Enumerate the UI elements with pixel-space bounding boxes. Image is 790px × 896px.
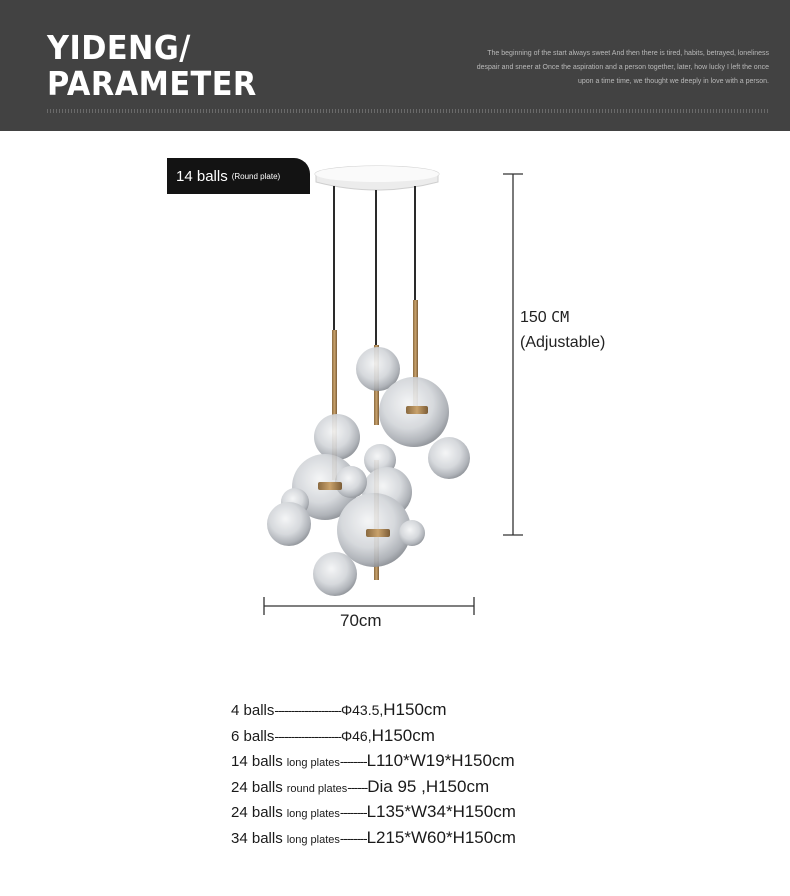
spec-row (231, 802, 631, 828)
glass-globes (267, 347, 470, 596)
spec-value-height: H150cm (371, 725, 435, 745)
height-label (520, 308, 569, 327)
spec-value-height: H150cm (383, 700, 447, 719)
spec-row (231, 828, 631, 854)
glass-globe (314, 414, 360, 460)
glass-globe (313, 552, 357, 596)
spec-plate-type: long plates (286, 833, 340, 846)
spec-name: 34 balls (231, 829, 283, 847)
spec-value: Dia 95 ,H150cm (367, 776, 490, 796)
spec-dashes: -------- (339, 830, 367, 846)
spec-row (231, 700, 631, 726)
spec-dashes: ------ (347, 779, 368, 795)
spec-dashes: -------- (339, 805, 367, 820)
spec-plate-type: round plates (286, 782, 348, 795)
spec-dashes: -------- (339, 754, 367, 769)
spec-value: Φ46, (340, 727, 372, 744)
height-dimension-line (503, 174, 523, 535)
spec-list (231, 700, 631, 853)
glass-globe (428, 437, 470, 479)
banner-title-line2: PARAMETER (47, 64, 257, 103)
spec-row (231, 777, 631, 803)
spec-name: 24 balls (231, 804, 283, 821)
variant-tag (167, 158, 310, 194)
spec-value: L215*W60*H150cm (366, 827, 516, 847)
spec-name: 24 balls (231, 778, 283, 796)
glass-globe (399, 520, 425, 546)
spec-value: L135*W34*H150cm (366, 802, 516, 821)
height-note: (Adjustable) (520, 334, 606, 351)
spec-dashes: -------------------- (274, 728, 341, 744)
spec-value: Φ43.5, (340, 702, 384, 718)
variant-tag-sub: (Round plate) (231, 171, 281, 181)
suspension-cords (334, 186, 415, 345)
spec-plate-type: long plates (286, 757, 340, 769)
spec-row (231, 751, 631, 777)
height-unit: CM (551, 308, 570, 326)
width-label: 70cm (340, 611, 382, 630)
spec-dashes: -------------------- (274, 703, 341, 718)
spec-row (231, 726, 631, 752)
banner-title-line1: YIDENG/ (47, 28, 191, 67)
height-value: 150 (520, 309, 547, 326)
glass-globe (267, 502, 311, 546)
spec-name: 6 balls (231, 727, 275, 745)
spec-name: 4 balls (231, 702, 275, 719)
banner-tagline-line2: despair and sneer at Once the aspiration and a person together, later, how lucky I left the once (476, 64, 769, 71)
banner-tagline-line1: The beginning of the start always sweet And then there is tired, habits, betrayed, loneliness (487, 50, 769, 57)
spec-name: 14 balls (231, 753, 283, 770)
variant-tag-main: 14 balls (176, 167, 228, 185)
banner-tagline-line3: upon a time time, we thought we deeply in love with a person. (577, 78, 769, 85)
spec-value: L110*W19*H150cm (366, 751, 515, 770)
spec-plate-type: long plates (286, 808, 340, 820)
